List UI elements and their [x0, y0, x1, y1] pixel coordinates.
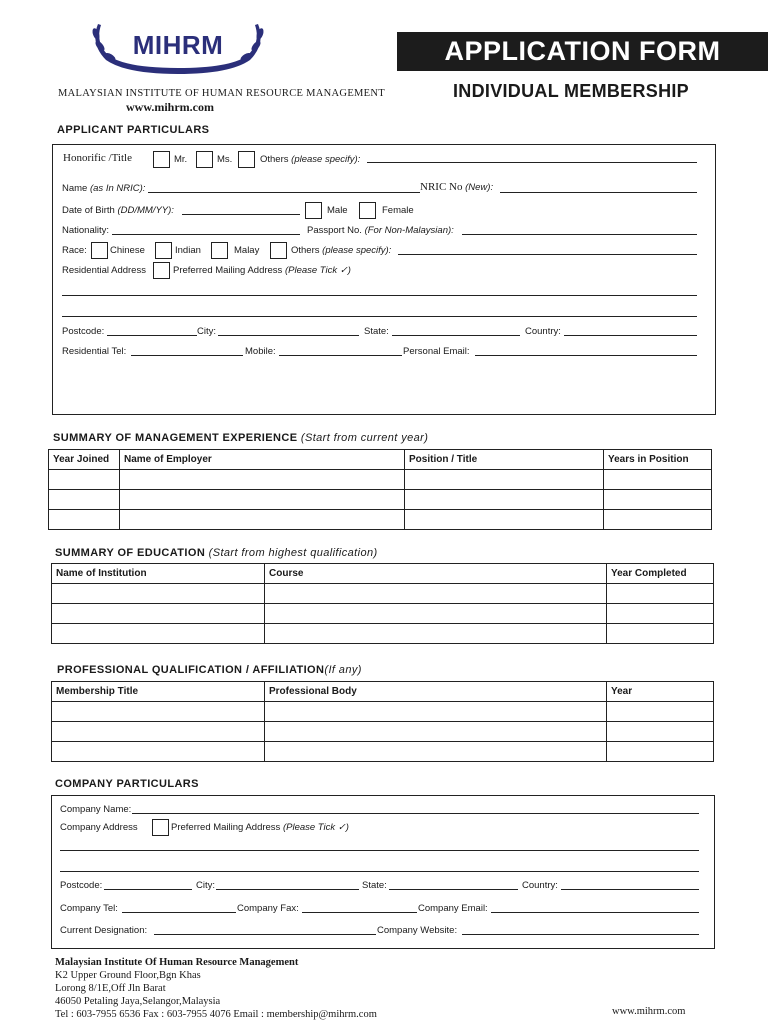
company-postcode-field[interactable]: [104, 889, 192, 890]
indian-label: Indian: [175, 245, 201, 256]
race-others-checkbox[interactable]: [270, 242, 287, 259]
mobile-label: Mobile:: [245, 346, 276, 357]
company-preferred-mail-label: Preferred Mailing Address: [171, 822, 281, 833]
dob-note: (DD/MM/YY):: [117, 205, 174, 216]
form-title: APPLICATION FORM: [397, 32, 768, 71]
experience-table: [48, 449, 712, 530]
applicant-box: [52, 144, 716, 415]
edu-header-year: Year Completed: [607, 564, 714, 584]
race-label: Race:: [62, 245, 87, 256]
exp-header-position: Position / Title: [405, 450, 604, 470]
dob-field[interactable]: [182, 214, 300, 215]
res-preferred-mail-checkbox[interactable]: [153, 262, 170, 279]
company-address-line-1[interactable]: [60, 850, 699, 851]
residential-tel-label: Residential Tel:: [62, 346, 127, 357]
company-city-field[interactable]: [216, 889, 359, 890]
others-checkbox[interactable]: [238, 151, 255, 168]
education-section-title: SUMMARY OF EDUCATION (Start from highest qualification): [55, 547, 378, 559]
company-country-field[interactable]: [561, 889, 699, 890]
professional-section-title: PROFESSIONAL QUALIFICATION / AFFILIATION(If any): [57, 664, 362, 676]
city-field[interactable]: [218, 335, 359, 336]
exp-header-year-joined: Year Joined: [49, 450, 120, 470]
mobile-field[interactable]: [279, 355, 402, 356]
name-field[interactable]: [148, 192, 420, 193]
form-subtitle: INDIVIDUAL MEMBERSHIP: [453, 81, 689, 101]
professional-section-note: (If any): [324, 664, 362, 676]
ms-checkbox[interactable]: [196, 151, 213, 168]
nric-note: (New):: [465, 182, 494, 193]
name-note: (as In NRIC):: [89, 183, 146, 194]
company-section-title: COMPANY PARTICULARS: [55, 778, 199, 790]
experience-section-title: SUMMARY OF MANAGEMENT EXPERIENCE (Start from current year): [53, 432, 429, 444]
edu-header-institution: Name of Institution: [52, 564, 265, 584]
company-name-field[interactable]: [132, 813, 699, 814]
company-website-field[interactable]: [462, 934, 699, 935]
company-country-label: Country:: [522, 880, 558, 891]
footer-address: [55, 956, 377, 1021]
address-line-1[interactable]: [62, 295, 697, 296]
company-fax-field[interactable]: [302, 912, 417, 913]
state-field[interactable]: [392, 335, 520, 336]
postcode-label: Postcode:: [62, 326, 105, 337]
education-section-note: (Start from highest qualification): [208, 547, 378, 559]
prof-header-membership: Membership Title: [52, 682, 265, 702]
res-preferred-mail-label: Preferred Mailing Address: [173, 265, 283, 276]
company-website-label: Company Website:: [377, 925, 458, 936]
passport-note: (For Non-Malaysian):: [364, 225, 454, 236]
org-name: MALAYSIAN INSTITUTE OF HUMAN RESOURCE MANAGEMENT: [58, 88, 385, 99]
nationality-field[interactable]: [112, 234, 300, 235]
company-city-label: City:: [196, 880, 215, 891]
company-address-label: Company Address: [60, 822, 138, 833]
table-row: [52, 742, 714, 762]
passport-field[interactable]: [462, 234, 697, 235]
res-please-tick: (Please Tick ✓): [284, 265, 351, 276]
table-row: [52, 584, 714, 604]
passport-label: Passport No.: [307, 225, 362, 236]
footer-website: www.mihrm.com: [612, 1006, 686, 1017]
footer-org: Malaysian Institute Of Human Resource Management: [55, 957, 299, 968]
company-tel-field[interactable]: [122, 912, 236, 913]
country-field[interactable]: [564, 335, 697, 336]
race-others-label: Others: [291, 245, 320, 256]
company-preferred-mail-checkbox[interactable]: [152, 819, 169, 836]
country-label: Country:: [525, 326, 561, 337]
footer-addr1: K2 Upper Ground Floor,Bgn Khas: [55, 970, 201, 981]
dob-label: Date of Birth: [62, 205, 115, 216]
company-address-line-2[interactable]: [60, 871, 699, 872]
education-header-row: [52, 564, 714, 584]
others-field[interactable]: [367, 162, 697, 163]
nric-label: NRIC No: [420, 181, 463, 193]
table-row: [52, 624, 714, 644]
professional-header-row: [52, 682, 714, 702]
nationality-label: Nationality:: [62, 225, 109, 236]
personal-email-field[interactable]: [475, 355, 697, 356]
designation-field[interactable]: [154, 934, 376, 935]
mr-label: Mr.: [174, 154, 188, 165]
others-label: Others: [260, 154, 289, 165]
race-others-note: (please specify):: [322, 245, 392, 256]
malay-checkbox[interactable]: [211, 242, 228, 259]
logo-text: MIHRM: [132, 30, 224, 60]
footer-contact: Tel : 603-7955 6536 Fax : 603-7955 4076 Email : membership@mihrm.com: [55, 1009, 377, 1020]
org-website: www.mihrm.com: [126, 100, 214, 114]
prof-header-body: Professional Body: [265, 682, 607, 702]
table-row: [49, 490, 712, 510]
chinese-checkbox[interactable]: [91, 242, 108, 259]
personal-email-label: Personal Email:: [403, 346, 470, 357]
postcode-field[interactable]: [107, 335, 197, 336]
applicant-section-title: APPLICANT PARTICULARS: [57, 124, 210, 136]
company-email-label: Company Email:: [418, 903, 488, 914]
address-line-2[interactable]: [62, 316, 697, 317]
malay-label: Malay: [234, 245, 260, 256]
exp-header-years: Years in Position: [604, 450, 712, 470]
designation-label: Current Designation:: [60, 925, 148, 936]
professional-table: [51, 681, 714, 762]
honorific-label: Honorific /Title: [63, 152, 132, 164]
table-row: [52, 702, 714, 722]
indian-checkbox[interactable]: [155, 242, 172, 259]
race-others-field[interactable]: [398, 254, 697, 255]
female-checkbox[interactable]: [359, 202, 376, 219]
experience-header-row: [49, 450, 712, 470]
company-state-label: State:: [362, 880, 387, 891]
prof-header-year: Year: [607, 682, 714, 702]
male-checkbox[interactable]: [305, 202, 322, 219]
edu-header-course: Course: [265, 564, 607, 584]
others-note: (please specify):: [291, 154, 361, 165]
company-state-field[interactable]: [389, 889, 518, 890]
footer-addr2: Lorong 8/1E,Off Jln Barat: [55, 983, 166, 994]
female-label: Female: [382, 205, 414, 216]
residential-address-label: Residential Address: [62, 265, 146, 276]
experience-section-note: (Start from current year): [300, 432, 429, 444]
table-row: [52, 604, 714, 624]
company-postcode-label: Postcode:: [60, 880, 103, 891]
city-label: City:: [197, 326, 216, 337]
table-row: [52, 722, 714, 742]
nric-field[interactable]: [500, 192, 697, 193]
chinese-label: Chinese: [110, 245, 145, 256]
company-tel-label: Company Tel:: [60, 903, 118, 914]
footer-addr3: 46050 Petaling Jaya,Selangor,Malaysia: [55, 996, 221, 1007]
company-email-field[interactable]: [491, 912, 699, 913]
education-table: [51, 563, 714, 644]
ms-label: Ms.: [217, 154, 233, 165]
table-row: [49, 470, 712, 490]
company-fax-label: Company Fax:: [237, 903, 299, 914]
male-label: Male: [327, 205, 348, 216]
company-please-tick: (Please Tick ✓): [282, 822, 349, 833]
state-label: State:: [364, 326, 389, 337]
mr-checkbox[interactable]: [153, 151, 170, 168]
table-row: [49, 510, 712, 530]
mihrm-logo: [88, 20, 268, 84]
name-label: Name: [62, 183, 88, 194]
exp-header-employer: Name of Employer: [120, 450, 405, 470]
company-name-label: Company Name:: [60, 804, 132, 815]
residential-tel-field[interactable]: [131, 355, 243, 356]
